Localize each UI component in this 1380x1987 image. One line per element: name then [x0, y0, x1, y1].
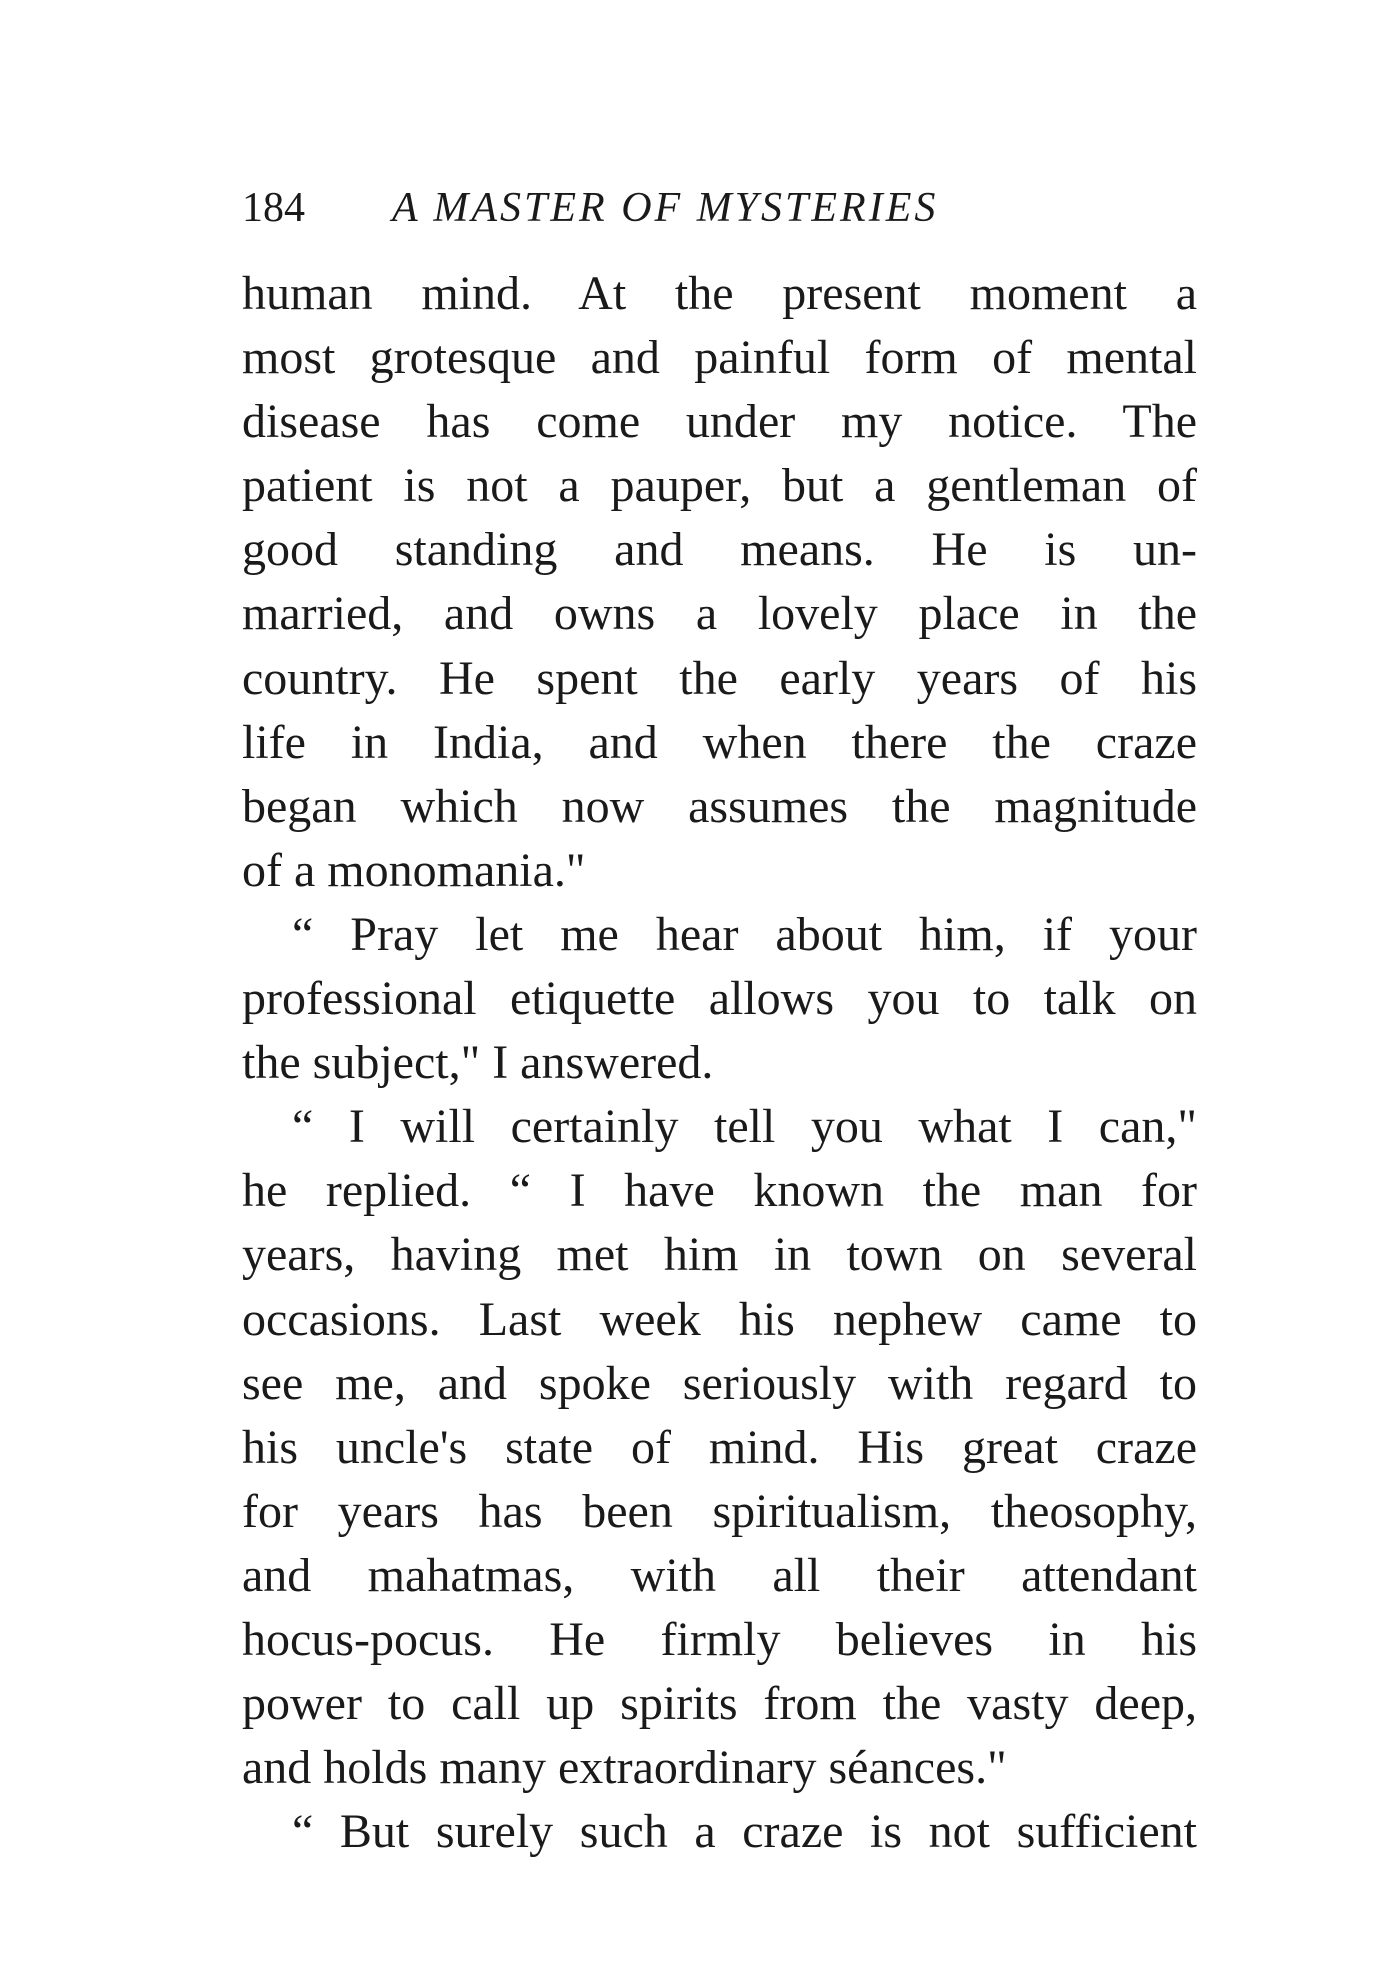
text-line: see me, and spoke seriously with regard to	[242, 1356, 1197, 1410]
text-line: patient is not a pauper, but a gentleman of	[242, 459, 1197, 513]
text-line: and holds many extraordinary séances."	[242, 1741, 1007, 1795]
text-line: for years has been spiritualism, theosophy,	[242, 1484, 1197, 1538]
text-line: power to call up spirits from the vasty deep,	[242, 1677, 1197, 1731]
text-line: disease has come under my notice. The	[242, 395, 1197, 449]
running-title: A MASTER OF MYSTERIES	[392, 185, 939, 231]
text-line: married, and owns a lovely place in the	[242, 587, 1197, 641]
text-line: occasions. Last week his nephew came to	[242, 1292, 1197, 1346]
text-line: “ Pray let me hear about him, if your	[292, 907, 1197, 961]
body-text	[242, 262, 1197, 1864]
text-line: “ I will certainly tell you what I can,"	[292, 1100, 1197, 1154]
text-line: of a monomania."	[242, 843, 586, 897]
text-line: good standing and means. He is un-	[242, 523, 1197, 577]
text-line: and mahatmas, with all their attendant	[242, 1548, 1197, 1602]
text-line: most grotesque and painful form of mental	[242, 331, 1197, 385]
page-number: 184	[242, 185, 305, 231]
text-line: he replied. “ I have known the man for	[242, 1164, 1197, 1218]
page-header	[242, 178, 1202, 238]
text-line: professional etiquette allows you to talk on	[242, 972, 1197, 1026]
text-line: began which now assumes the magnitude	[242, 779, 1197, 833]
text-line: years, having met him in town on several	[242, 1228, 1197, 1282]
text-line: human mind. At the present moment a	[242, 267, 1197, 320]
text-line: his uncle's state of mind. His great craze	[242, 1420, 1197, 1474]
text-line: the subject," I answered.	[242, 1036, 714, 1090]
text-line: country. He spent the early years of his	[242, 651, 1197, 705]
text-line: “ But surely such a craze is not sufficient	[292, 1805, 1197, 1859]
text-line: hocus-pocus. He firmly believes in his	[242, 1612, 1197, 1666]
text-line: life in India, and when there the craze	[242, 715, 1197, 769]
